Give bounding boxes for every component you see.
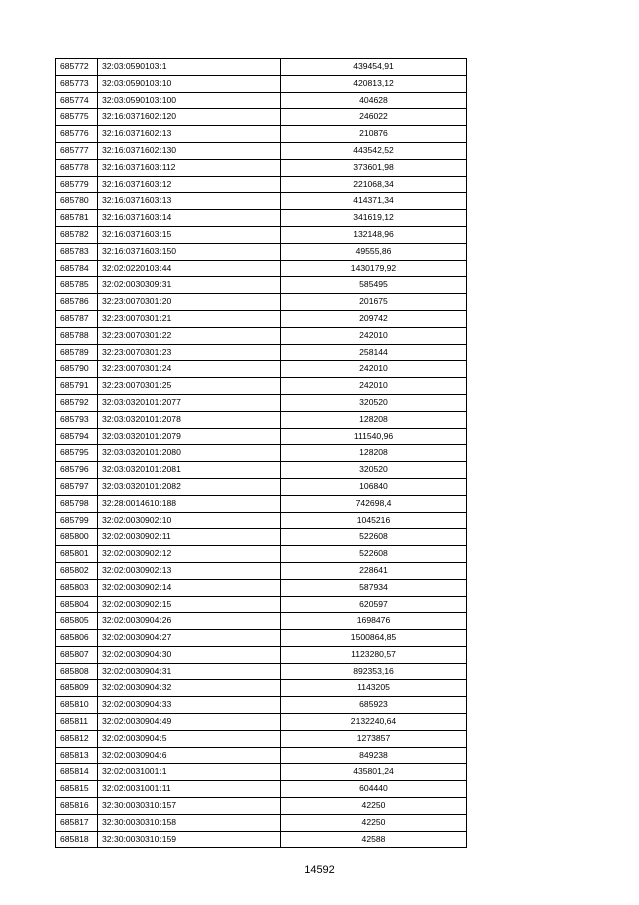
row-id-cell: 685786 — [56, 294, 98, 311]
row-id-cell: 685777 — [56, 142, 98, 159]
cadastral-number-cell: 32:02:0030904:27 — [98, 630, 281, 647]
table-row — [56, 596, 467, 613]
row-id-cell: 685789 — [56, 344, 98, 361]
table-row — [56, 747, 467, 764]
row-id-cell: 685818 — [56, 831, 98, 848]
row-id-cell: 685810 — [56, 697, 98, 714]
table-row — [56, 562, 467, 579]
table-row — [56, 411, 467, 428]
table-row — [56, 697, 467, 714]
table-row — [56, 109, 467, 126]
cadastral-number-cell: 32:02:0030902:15 — [98, 596, 281, 613]
row-id-cell: 685809 — [56, 680, 98, 697]
value-cell: 128208 — [281, 411, 467, 428]
table-row — [56, 613, 467, 630]
value-cell: 414371,34 — [281, 193, 467, 210]
value-cell: 742698,4 — [281, 495, 467, 512]
value-cell: 341619,12 — [281, 210, 467, 227]
table-row — [56, 126, 467, 143]
value-cell: 522608 — [281, 546, 467, 563]
table-row — [56, 814, 467, 831]
row-id-cell: 685804 — [56, 596, 98, 613]
row-id-cell: 685784 — [56, 260, 98, 277]
cadastral-number-cell: 32:23:0070301:24 — [98, 361, 281, 378]
value-cell: 1045216 — [281, 512, 467, 529]
cadastral-number-cell: 32:02:0031001:1 — [98, 764, 281, 781]
value-cell: 587934 — [281, 579, 467, 596]
cadastral-number-cell: 32:02:0030902:13 — [98, 562, 281, 579]
row-id-cell: 685808 — [56, 663, 98, 680]
table-row — [56, 327, 467, 344]
value-cell: 373601,98 — [281, 159, 467, 176]
cadastral-number-cell: 32:02:0030904:49 — [98, 714, 281, 731]
value-cell: 2132240,64 — [281, 714, 467, 731]
value-cell: 1143205 — [281, 680, 467, 697]
table-row — [56, 378, 467, 395]
value-cell: 201675 — [281, 294, 467, 311]
table-row — [56, 361, 467, 378]
value-cell: 132148,96 — [281, 226, 467, 243]
table-row — [56, 630, 467, 647]
table-row — [56, 277, 467, 294]
page-number: 14592 — [304, 864, 335, 876]
value-cell: 435801,24 — [281, 764, 467, 781]
value-cell: 221068,34 — [281, 176, 467, 193]
cadastral-number-cell: 32:02:0030902:10 — [98, 512, 281, 529]
row-id-cell: 685787 — [56, 310, 98, 327]
value-cell: 443542,52 — [281, 142, 467, 159]
value-cell: 49555,86 — [281, 243, 467, 260]
value-cell: 42250 — [281, 814, 467, 831]
cadastral-number-cell: 32:23:0070301:22 — [98, 327, 281, 344]
cadastral-number-cell: 32:02:0030904:30 — [98, 646, 281, 663]
value-cell: 128208 — [281, 445, 467, 462]
cadastral-number-cell: 32:02:0030902:11 — [98, 529, 281, 546]
cadastral-number-cell: 32:28:0014610:188 — [98, 495, 281, 512]
row-id-cell: 685794 — [56, 428, 98, 445]
cadastral-number-cell: 32:23:0070301:23 — [98, 344, 281, 361]
cadastral-number-cell: 32:30:0030310:157 — [98, 798, 281, 815]
cadastral-number-cell: 32:02:0030902:14 — [98, 579, 281, 596]
row-id-cell: 685781 — [56, 210, 98, 227]
value-cell: 685923 — [281, 697, 467, 714]
cadastral-number-cell: 32:02:0030904:26 — [98, 613, 281, 630]
value-cell: 209742 — [281, 310, 467, 327]
value-cell: 439454,91 — [281, 59, 467, 76]
row-id-cell: 685795 — [56, 445, 98, 462]
value-cell: 404628 — [281, 92, 467, 109]
row-id-cell: 685797 — [56, 478, 98, 495]
table-row — [56, 344, 467, 361]
row-id-cell: 685811 — [56, 714, 98, 731]
value-cell: 242010 — [281, 378, 467, 395]
cadastral-number-cell: 32:16:0371603:13 — [98, 193, 281, 210]
row-id-cell: 685790 — [56, 361, 98, 378]
row-id-cell: 685814 — [56, 764, 98, 781]
cadastral-number-cell: 32:16:0371603:15 — [98, 226, 281, 243]
table-row — [56, 75, 467, 92]
cadastral-number-cell: 32:16:0371602:120 — [98, 109, 281, 126]
value-cell: 1123280,57 — [281, 646, 467, 663]
table-row — [56, 176, 467, 193]
row-id-cell: 685798 — [56, 495, 98, 512]
cadastral-number-cell: 32:30:0030310:159 — [98, 831, 281, 848]
value-cell: 242010 — [281, 327, 467, 344]
cadastral-number-cell: 32:02:0220103:44 — [98, 260, 281, 277]
value-cell: 246022 — [281, 109, 467, 126]
value-cell: 892353,16 — [281, 663, 467, 680]
cadastral-number-cell: 32:03:0320101:2078 — [98, 411, 281, 428]
value-cell: 1500864,85 — [281, 630, 467, 647]
value-cell: 106840 — [281, 478, 467, 495]
value-cell: 320520 — [281, 462, 467, 479]
cadastral-number-cell: 32:23:0070301:21 — [98, 310, 281, 327]
table-row — [56, 663, 467, 680]
cadastral-number-cell: 32:16:0371603:12 — [98, 176, 281, 193]
table-row — [56, 92, 467, 109]
row-id-cell: 685813 — [56, 747, 98, 764]
value-cell: 210876 — [281, 126, 467, 143]
table-row — [56, 243, 467, 260]
row-id-cell: 685802 — [56, 562, 98, 579]
value-cell: 42250 — [281, 798, 467, 815]
row-id-cell: 685799 — [56, 512, 98, 529]
row-id-cell: 685772 — [56, 59, 98, 76]
cadastral-number-cell: 32:23:0070301:20 — [98, 294, 281, 311]
row-id-cell: 685775 — [56, 109, 98, 126]
cadastral-number-cell: 32:16:0371603:150 — [98, 243, 281, 260]
row-id-cell: 685796 — [56, 462, 98, 479]
table-row — [56, 260, 467, 277]
table-row — [56, 142, 467, 159]
row-id-cell: 685779 — [56, 176, 98, 193]
row-id-cell: 685816 — [56, 798, 98, 815]
row-id-cell: 685801 — [56, 546, 98, 563]
table-row — [56, 462, 467, 479]
cadastral-number-cell: 32:03:0590103:10 — [98, 75, 281, 92]
row-id-cell: 685791 — [56, 378, 98, 395]
row-id-cell: 685788 — [56, 327, 98, 344]
cadastral-number-cell: 32:02:0030904:33 — [98, 697, 281, 714]
row-id-cell: 685792 — [56, 394, 98, 411]
row-id-cell: 685783 — [56, 243, 98, 260]
cadastral-number-cell: 32:02:0030904:31 — [98, 663, 281, 680]
table-row — [56, 579, 467, 596]
row-id-cell: 685793 — [56, 411, 98, 428]
value-cell: 849238 — [281, 747, 467, 764]
value-cell: 522608 — [281, 529, 467, 546]
value-cell: 258144 — [281, 344, 467, 361]
table-row — [56, 478, 467, 495]
table-row — [56, 714, 467, 731]
table-row — [56, 210, 467, 227]
cadastral-number-cell: 32:02:0030904:32 — [98, 680, 281, 697]
row-id-cell: 685806 — [56, 630, 98, 647]
row-id-cell: 685776 — [56, 126, 98, 143]
table-row — [56, 512, 467, 529]
cadastral-value-table — [55, 58, 467, 848]
table-row — [56, 159, 467, 176]
table-row — [56, 59, 467, 76]
value-cell: 420813,12 — [281, 75, 467, 92]
row-id-cell: 685812 — [56, 730, 98, 747]
row-id-cell: 685773 — [56, 75, 98, 92]
row-id-cell: 685785 — [56, 277, 98, 294]
row-id-cell: 685774 — [56, 92, 98, 109]
row-id-cell: 685803 — [56, 579, 98, 596]
table-row — [56, 730, 467, 747]
cadastral-number-cell: 32:02:0031001:11 — [98, 781, 281, 798]
row-id-cell: 685778 — [56, 159, 98, 176]
row-id-cell: 685800 — [56, 529, 98, 546]
table-row — [56, 680, 467, 697]
row-id-cell: 685815 — [56, 781, 98, 798]
table-row — [56, 646, 467, 663]
row-id-cell: 685782 — [56, 226, 98, 243]
table-row — [56, 310, 467, 327]
cadastral-number-cell: 32:03:0320101:2077 — [98, 394, 281, 411]
cadastral-number-cell: 32:16:0371602:13 — [98, 126, 281, 143]
row-id-cell: 685805 — [56, 613, 98, 630]
table-row — [56, 546, 467, 563]
cadastral-number-cell: 32:02:0030904:6 — [98, 747, 281, 764]
cadastral-number-cell: 32:02:0030904:5 — [98, 730, 281, 747]
row-id-cell: 685817 — [56, 814, 98, 831]
table-row — [56, 831, 467, 848]
value-cell: 1698476 — [281, 613, 467, 630]
row-id-cell: 685780 — [56, 193, 98, 210]
cadastral-number-cell: 32:23:0070301:25 — [98, 378, 281, 395]
value-cell: 228641 — [281, 562, 467, 579]
cadastral-number-cell: 32:02:0030902:12 — [98, 546, 281, 563]
cadastral-number-cell: 32:03:0590103:1 — [98, 59, 281, 76]
table-row — [56, 394, 467, 411]
table-row — [56, 428, 467, 445]
value-cell: 111540,96 — [281, 428, 467, 445]
value-cell: 620597 — [281, 596, 467, 613]
cadastral-number-cell: 32:16:0371603:14 — [98, 210, 281, 227]
value-cell: 42588 — [281, 831, 467, 848]
cadastral-number-cell: 32:30:0030310:158 — [98, 814, 281, 831]
table-row — [56, 495, 467, 512]
value-cell: 1430179,92 — [281, 260, 467, 277]
cadastral-number-cell: 32:02:0030309:31 — [98, 277, 281, 294]
table-row — [56, 529, 467, 546]
table-row — [56, 294, 467, 311]
cadastral-number-cell: 32:16:0371602:130 — [98, 142, 281, 159]
table-row — [56, 764, 467, 781]
table-row — [56, 781, 467, 798]
table-row — [56, 226, 467, 243]
table-row — [56, 445, 467, 462]
table-row — [56, 193, 467, 210]
table-row — [56, 798, 467, 815]
cadastral-number-cell: 32:03:0590103:100 — [98, 92, 281, 109]
value-cell: 604440 — [281, 781, 467, 798]
value-cell: 585495 — [281, 277, 467, 294]
value-cell: 320520 — [281, 394, 467, 411]
cadastral-number-cell: 32:03:0320101:2079 — [98, 428, 281, 445]
cadastral-number-cell: 32:16:0371603:112 — [98, 159, 281, 176]
value-cell: 242010 — [281, 361, 467, 378]
cadastral-number-cell: 32:03:0320101:2082 — [98, 478, 281, 495]
cadastral-number-cell: 32:03:0320101:2080 — [98, 445, 281, 462]
table-body — [56, 59, 467, 848]
row-id-cell: 685807 — [56, 646, 98, 663]
cadastral-number-cell: 32:03:0320101:2081 — [98, 462, 281, 479]
value-cell: 1273857 — [281, 730, 467, 747]
